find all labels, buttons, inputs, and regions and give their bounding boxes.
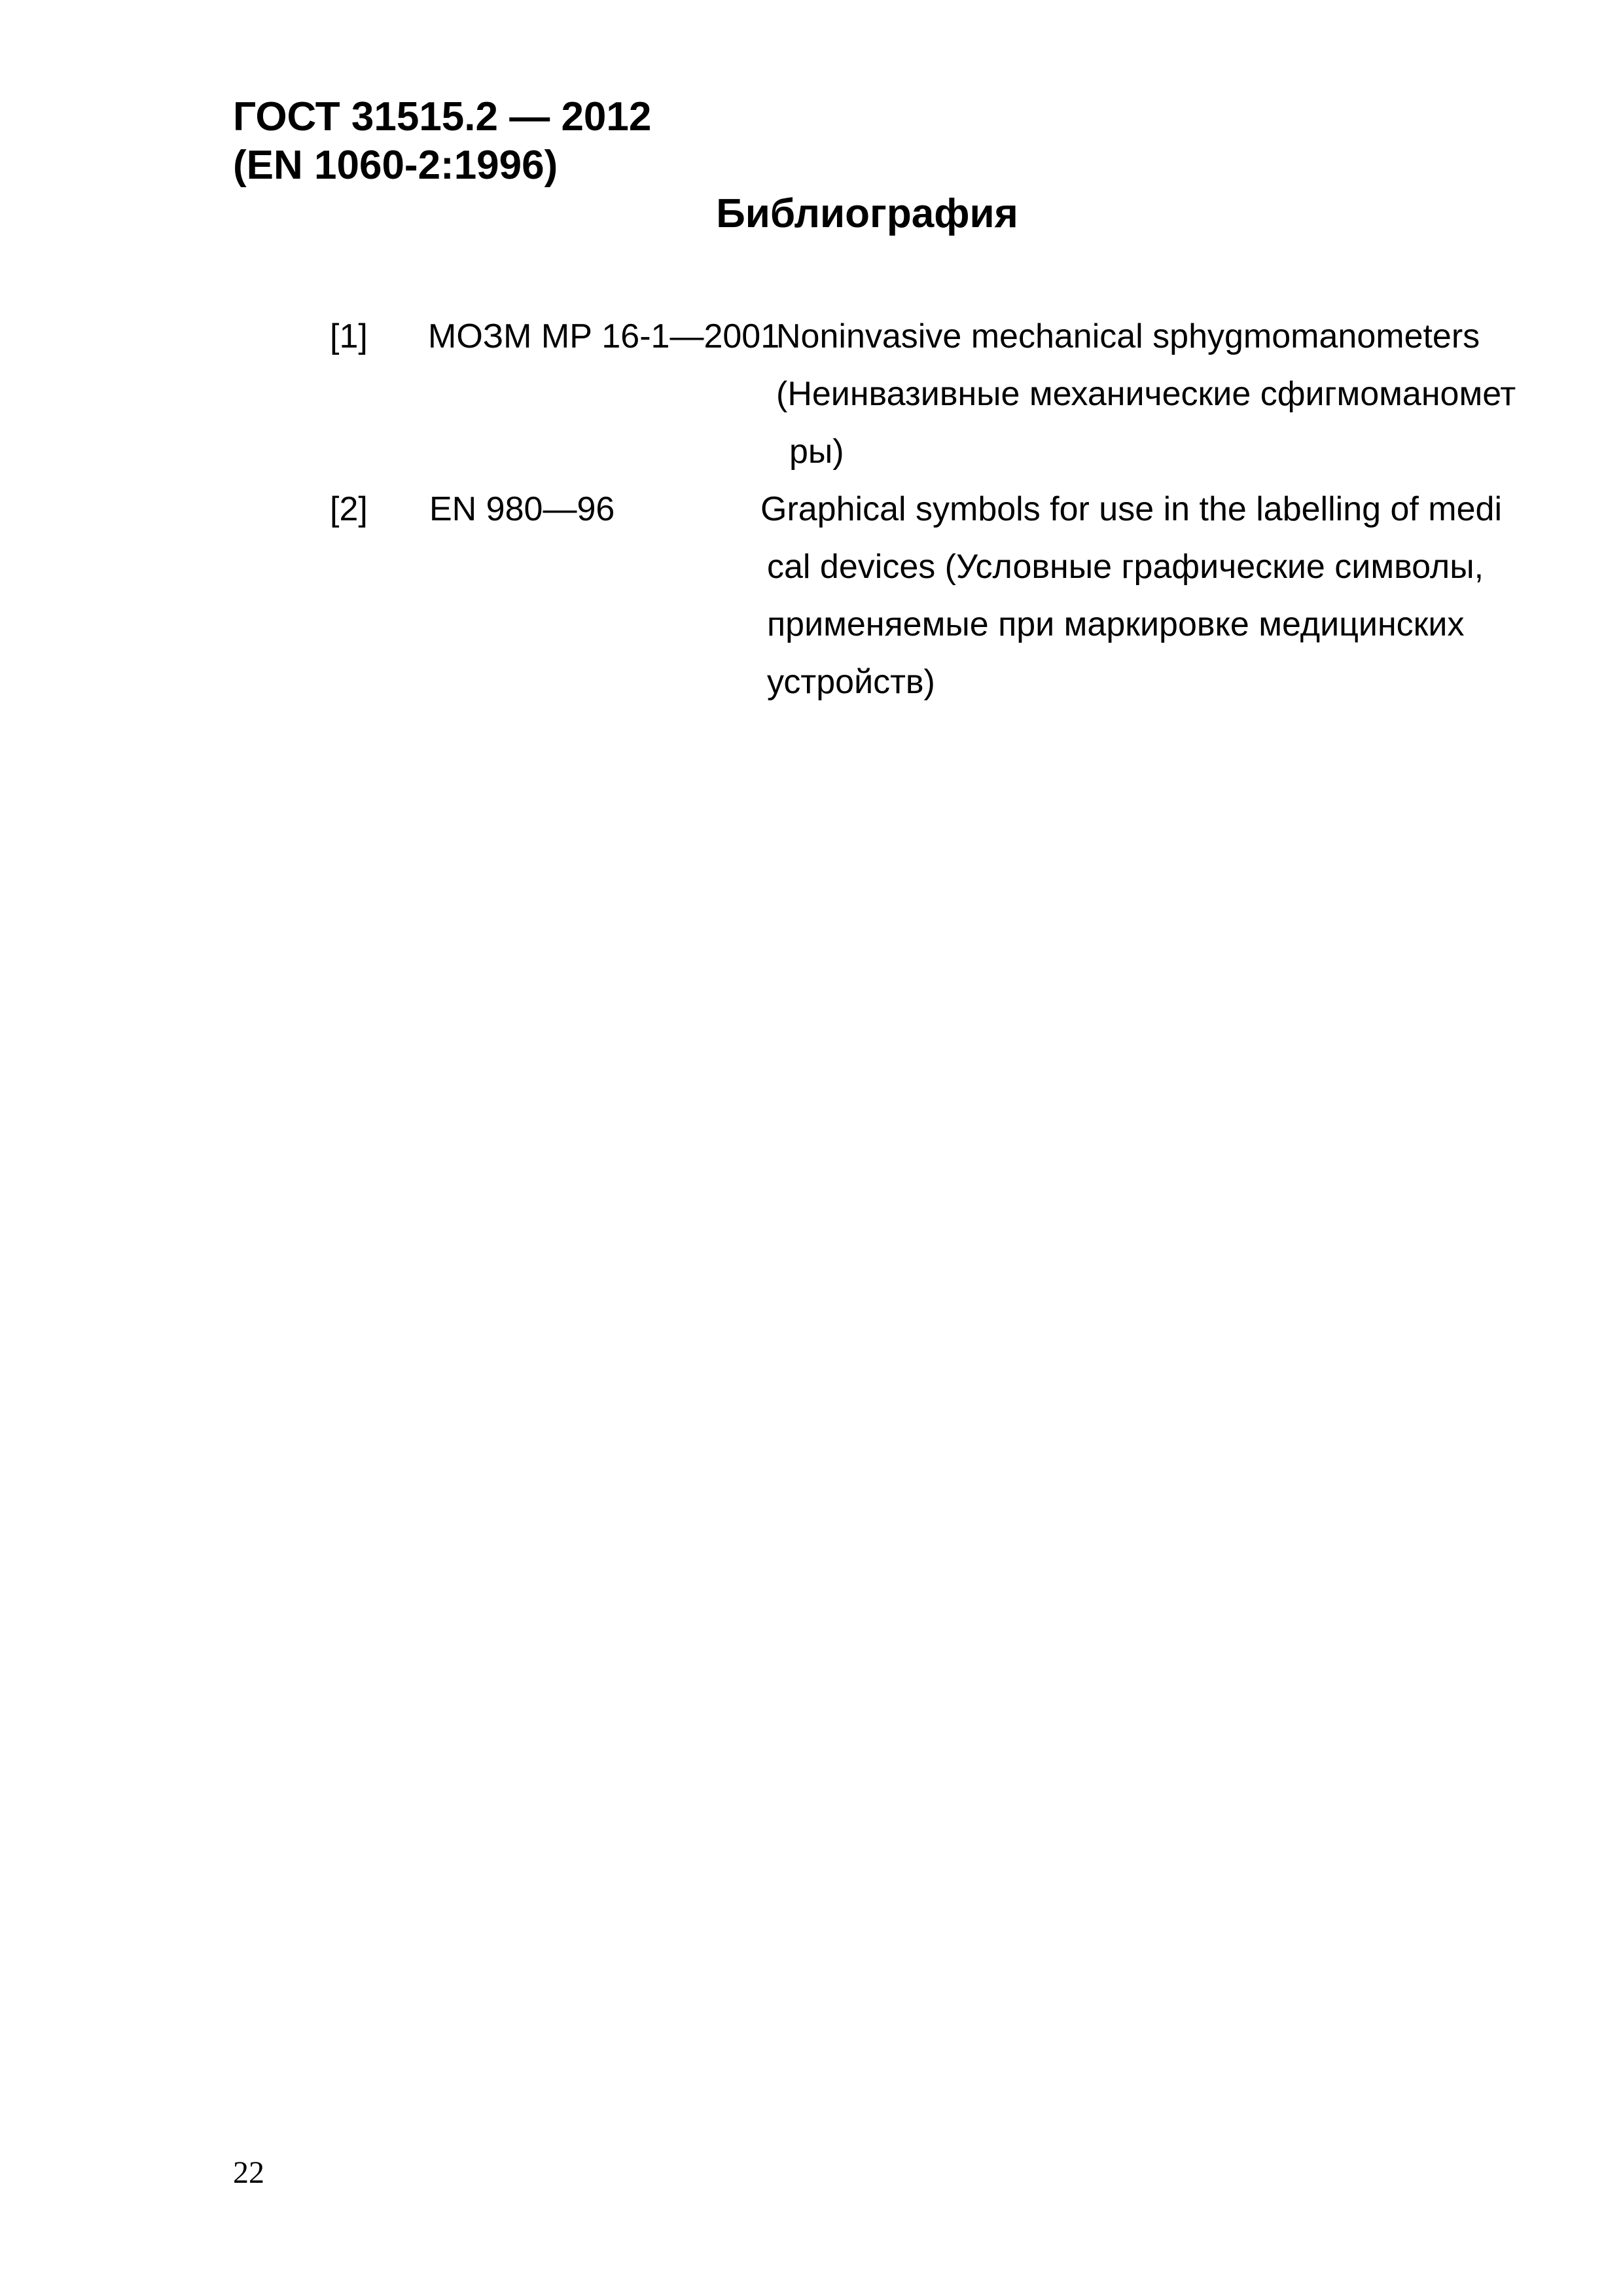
equivalent-standard: (EN 1060-2:1996) xyxy=(233,143,558,188)
reference-number: [1] xyxy=(330,317,368,355)
reference-title-line: применяемые при маркировке медицинских xyxy=(767,605,1465,643)
reference-title-line: Noninvasive mechanical sphygmomanometers xyxy=(776,317,1480,355)
reference-number: [2] xyxy=(330,490,368,528)
document-code xyxy=(233,93,651,190)
reference-code: МОЗМ МР 16-1—2001 xyxy=(428,317,780,355)
reference-title-line: ры) xyxy=(789,433,844,471)
standard-number: ГОСТ 31515.2 — 2012 xyxy=(233,94,652,139)
page-number: 22 xyxy=(233,2155,264,2190)
reference-code: EN 980—96 xyxy=(429,490,615,528)
reference-title-line: Graphical symbols for use in the labelling of medi xyxy=(760,490,1503,528)
reference-title-line: устройств) xyxy=(767,663,935,701)
reference-title-line: cal devices (Условные графические символы, xyxy=(767,548,1484,586)
reference-title-line: (Неинвазивные механические сфигмоманомет xyxy=(776,375,1516,413)
section-title: Библиография xyxy=(716,191,1018,236)
